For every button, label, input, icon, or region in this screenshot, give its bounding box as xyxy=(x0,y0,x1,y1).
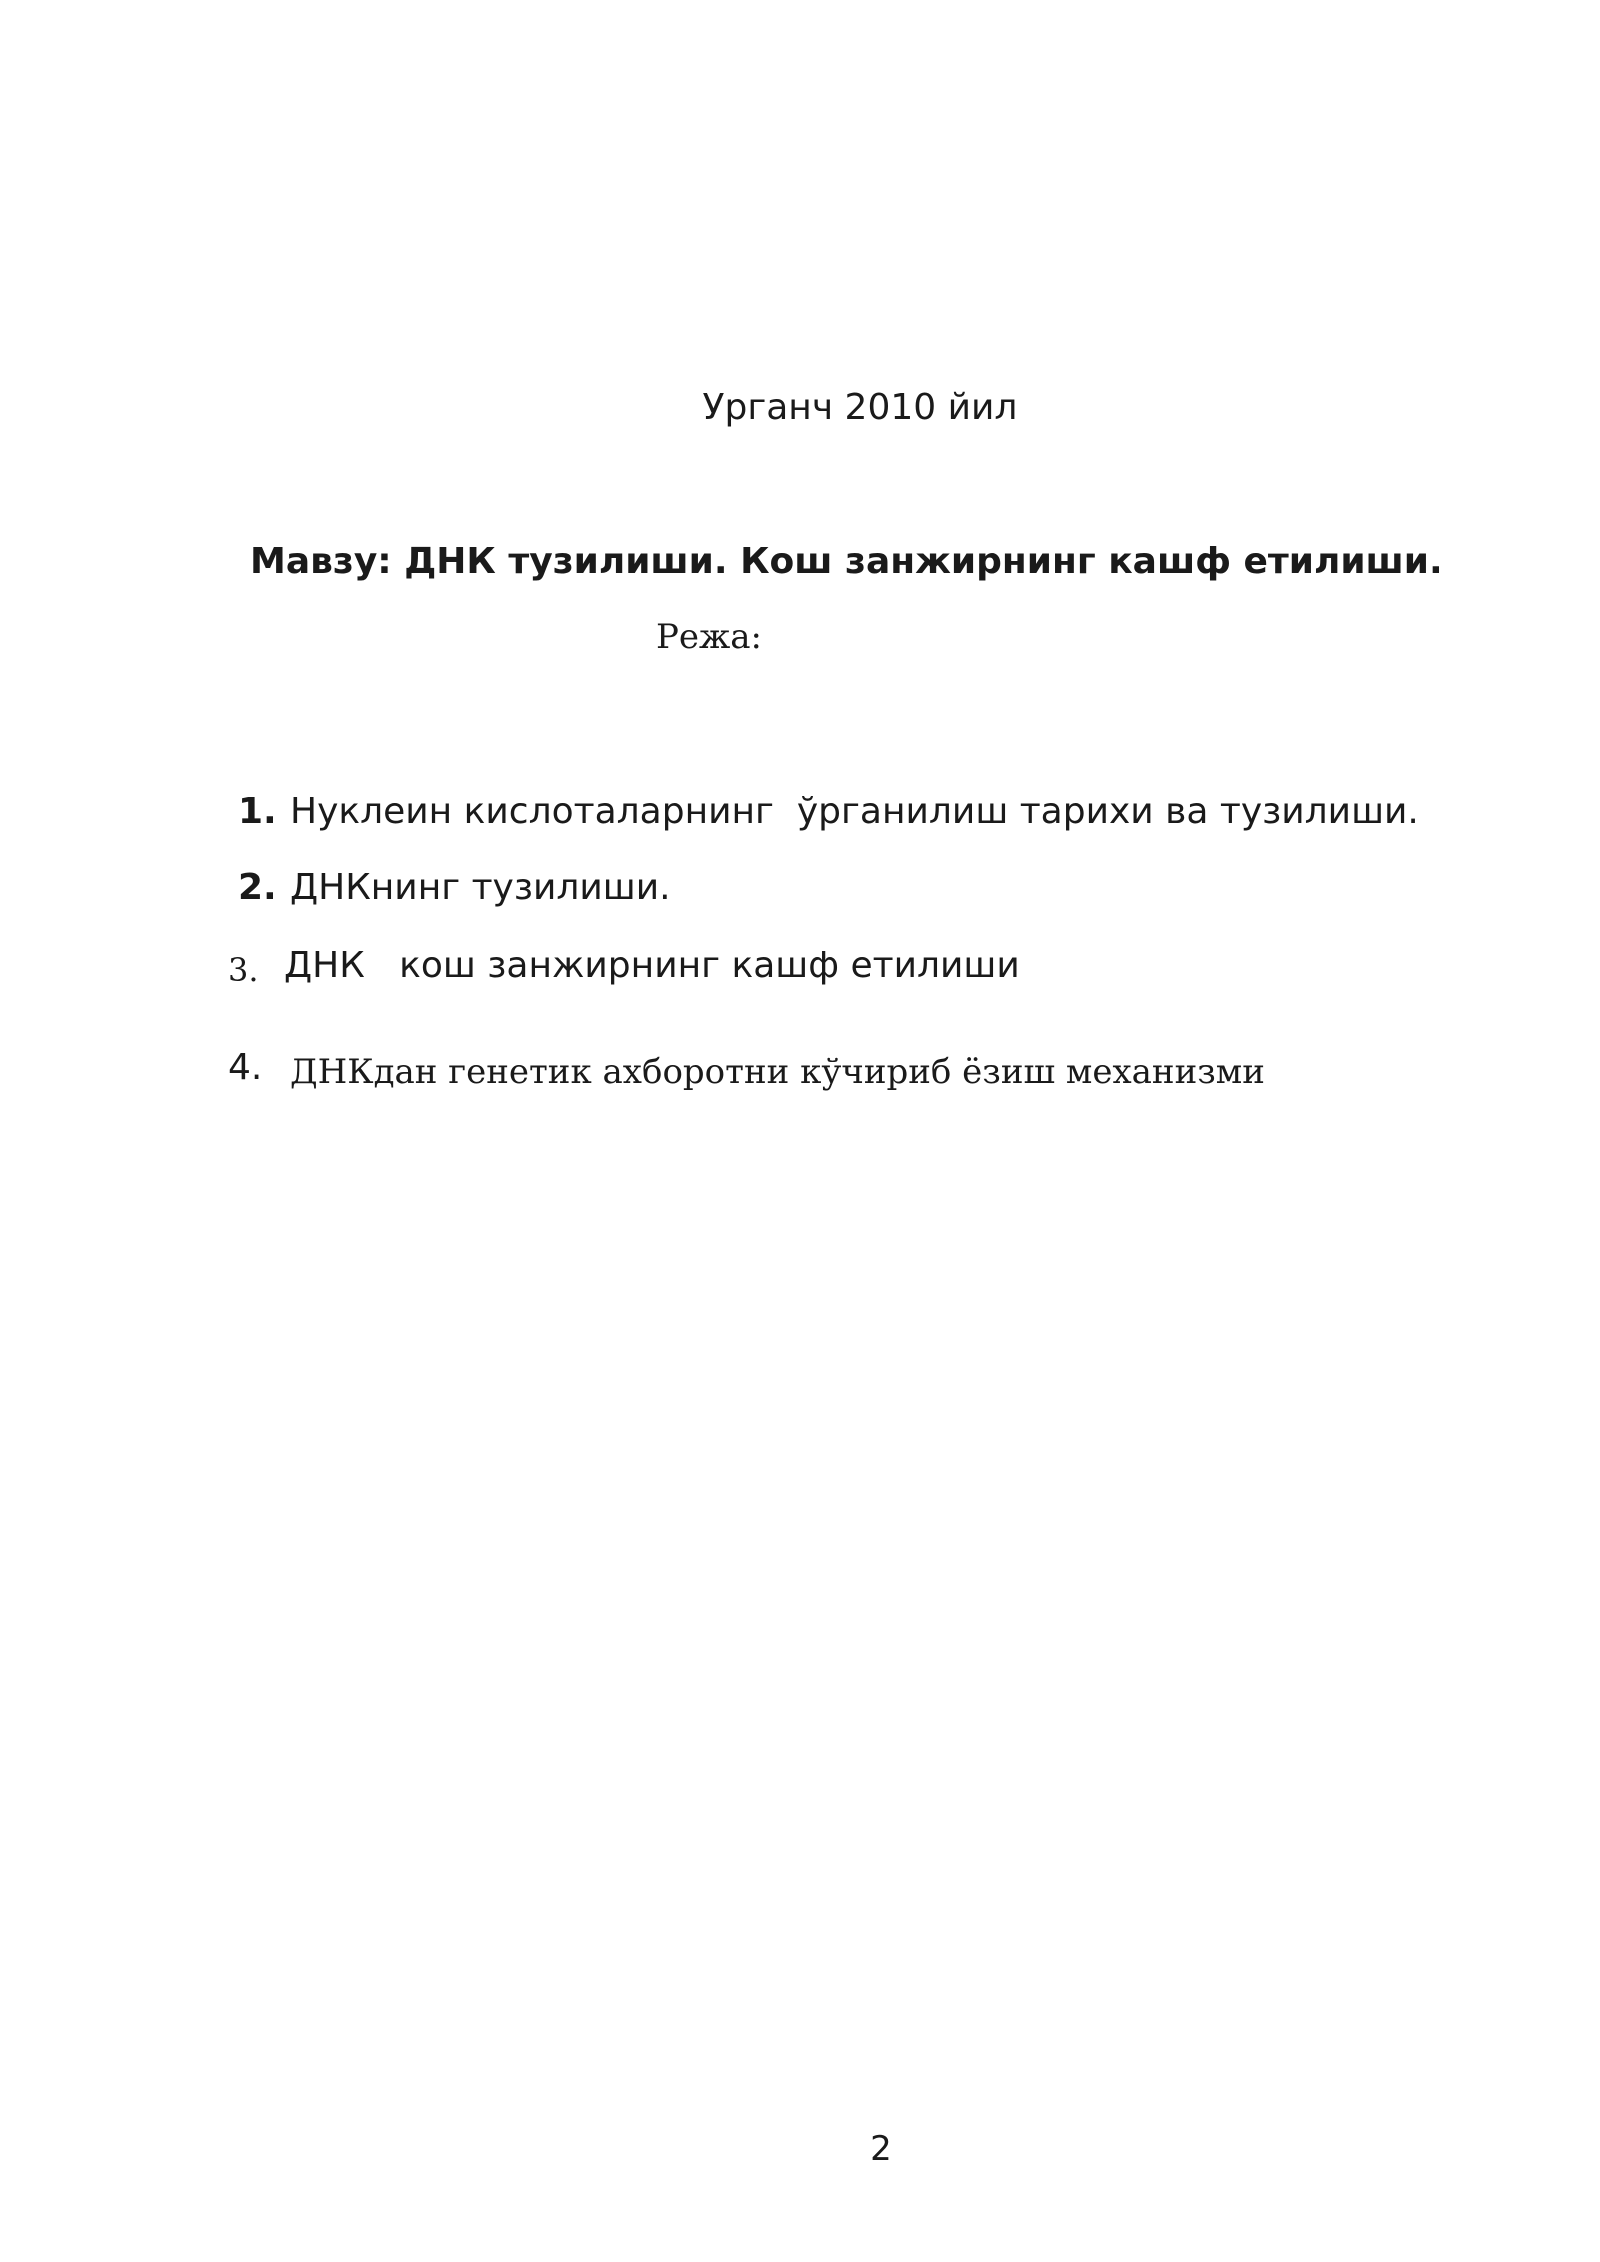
plan-item-text: ДНКдан генетик ахборотни кўчириб ёзиш механизми xyxy=(290,1052,1265,1092)
page-number: 2 xyxy=(870,2129,892,2169)
city-year-line: Урганч 2010 йил xyxy=(702,387,1018,428)
plan-item-text: ДНК кош занжирнинг кашф етилиши xyxy=(284,945,1020,986)
plan-label: Режа: xyxy=(656,617,763,657)
plan-item-number: 1. xyxy=(238,791,277,832)
topic-heading: Мавзу: ДНК тузилиши. Кош занжирнинг кашф етилиши. xyxy=(250,541,1443,582)
plan-item-number: 3. xyxy=(228,951,259,989)
plan-item-number: 4. xyxy=(228,1047,263,1088)
plan-item-number: 2. xyxy=(238,867,277,908)
plan-item-text: ДНКнинг тузилиши. xyxy=(290,867,671,908)
plan-item-text: Нуклеин кислоталарнинг ўрганилиш тарихи ва тузилиши. xyxy=(290,791,1419,832)
